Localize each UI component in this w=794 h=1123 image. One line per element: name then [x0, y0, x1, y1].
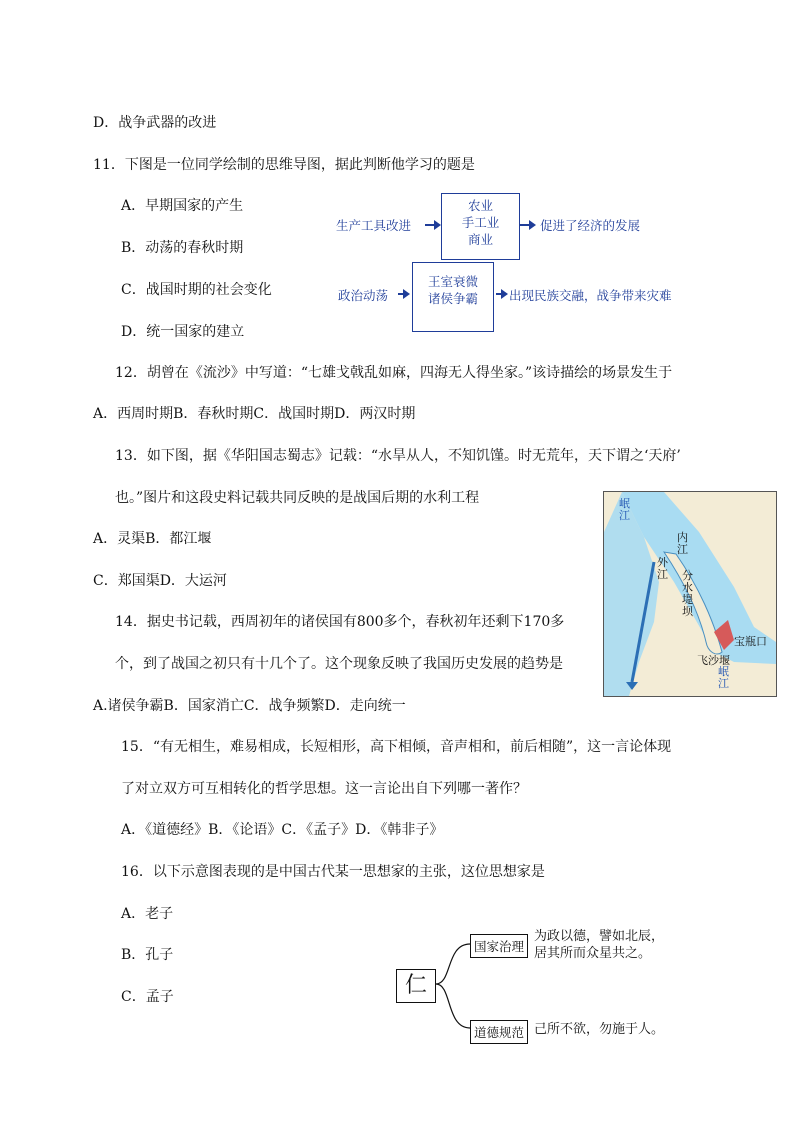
ren-bracket: [434, 936, 474, 1036]
q11-option-d: D．统一国家的建立: [121, 324, 245, 340]
mindmap-box1-item: 农业: [467, 198, 493, 213]
q13-options-ab: A．灵渠B．都江堰: [93, 531, 212, 547]
map-label-minjiang-top: 岷江: [619, 497, 630, 522]
q10-option-d: D．战争武器的改进: [93, 115, 217, 131]
map-label-fenshui-dike: 分水堤坝: [682, 569, 693, 618]
mindmap-box2-item: 王室衰微: [427, 274, 478, 289]
q16-option-c: C．孟子: [121, 989, 174, 1005]
mindmap-arrow-1: [425, 224, 435, 226]
mindmap-row1-left: 生产工具改进: [336, 218, 412, 233]
q13-stem-cont: 也。”图片和这段史料记载共同反映的是战国后期的水利工程: [115, 490, 480, 506]
ren-top-label: 国家治理: [470, 934, 528, 958]
q12-options: A．西周时期B．春秋时期C．战国时期D．两汉时期: [93, 406, 416, 422]
map-label-minjiang-bottom: 岷江: [718, 665, 729, 690]
q12-stem: 12．胡曾在《流沙》中写道：“七雄戈戟乱如麻，四海无人得坐家。”该诗描绘的场景发生于: [115, 365, 673, 381]
q13-options-cd: C．郑国渠D．大运河: [93, 573, 227, 589]
mindmap-box1-item: 手工业: [461, 215, 500, 230]
mindmap-arrow-2: [520, 224, 530, 226]
mindmap-arrow-3: [398, 293, 404, 295]
q16-stem: 16．以下示意图表现的是中国古代某一思想家的主张，这位思想家是: [121, 864, 545, 880]
q15-stem: 15．“有无相生，难易相成，长短相形，高下相倾，音声相和，前后相随”，这一言论体现: [121, 739, 672, 755]
q14-options: A.诸侯争霸B．国家消亡C．战争频繁D．走向统一: [93, 698, 406, 714]
map-label-baopingkou: 宝瓶口: [734, 635, 767, 648]
mindmap-box-2: [412, 262, 494, 332]
mindmap-arrow-4: [496, 293, 502, 295]
map-label-feishayan: 飞沙堰: [697, 654, 730, 667]
q14-stem-cont: 个，到了战国之初只有十几个了。这个现象反映了我国历史发展的趋势是: [115, 656, 563, 672]
mindmap-row1-right: 促进了经济的发展: [540, 218, 641, 233]
mindmap-box1-item: 商业: [467, 232, 493, 247]
ren-bottom-label: 道德规范: [470, 1020, 528, 1044]
mindmap-row2-left: 政治动荡: [338, 288, 389, 303]
map-label-inner-river: 内江: [677, 531, 688, 556]
q16-option-a: A．老子: [121, 906, 174, 922]
q16-option-b: B．孔子: [121, 947, 174, 963]
mindmap-box-1: [441, 193, 520, 260]
ren-center-box: 仁: [396, 969, 436, 1003]
q11-option-b: B．动荡的春秋时期: [121, 240, 244, 256]
map-label-outer-river: 外江: [657, 556, 668, 581]
dujiangyan-map: [603, 491, 777, 697]
ren-top-text-1: 为政以德，譬如北辰，: [534, 929, 665, 944]
q11-option-a: A．早期国家的产生: [121, 198, 244, 214]
ren-bottom-text: 己所不欲，勿施于人。: [534, 1022, 665, 1037]
q13-stem: 13．如下图，据《华阳国志蜀志》记载：“水旱从人，不知饥馑。时无荒年，天下谓之‘天府’: [115, 448, 681, 464]
q15-stem-cont: 了对立双方可互相转化的哲学思想。这一言论出自下列哪一著作？: [121, 781, 527, 797]
q15-options: A．《道德经》B．《论语》C．《孟子》D．《韩非子》: [121, 822, 444, 838]
q11-option-c: C．战国时期的社会变化: [121, 282, 272, 298]
q14-stem: 14．据史书记载，西周初年的诸侯国有800多个，春秋初年还剩下170多: [115, 614, 565, 630]
ren-top-text-2: 居其所而众星共之。: [534, 946, 652, 961]
mindmap-row2-right: 出现民族交融，战争带来灾难: [509, 288, 672, 303]
mindmap-box2-item: 诸侯争霸: [427, 291, 478, 306]
q11-stem: 11．下图是一位同学绘制的思维导图，据此判断他学习的题是: [93, 157, 475, 173]
